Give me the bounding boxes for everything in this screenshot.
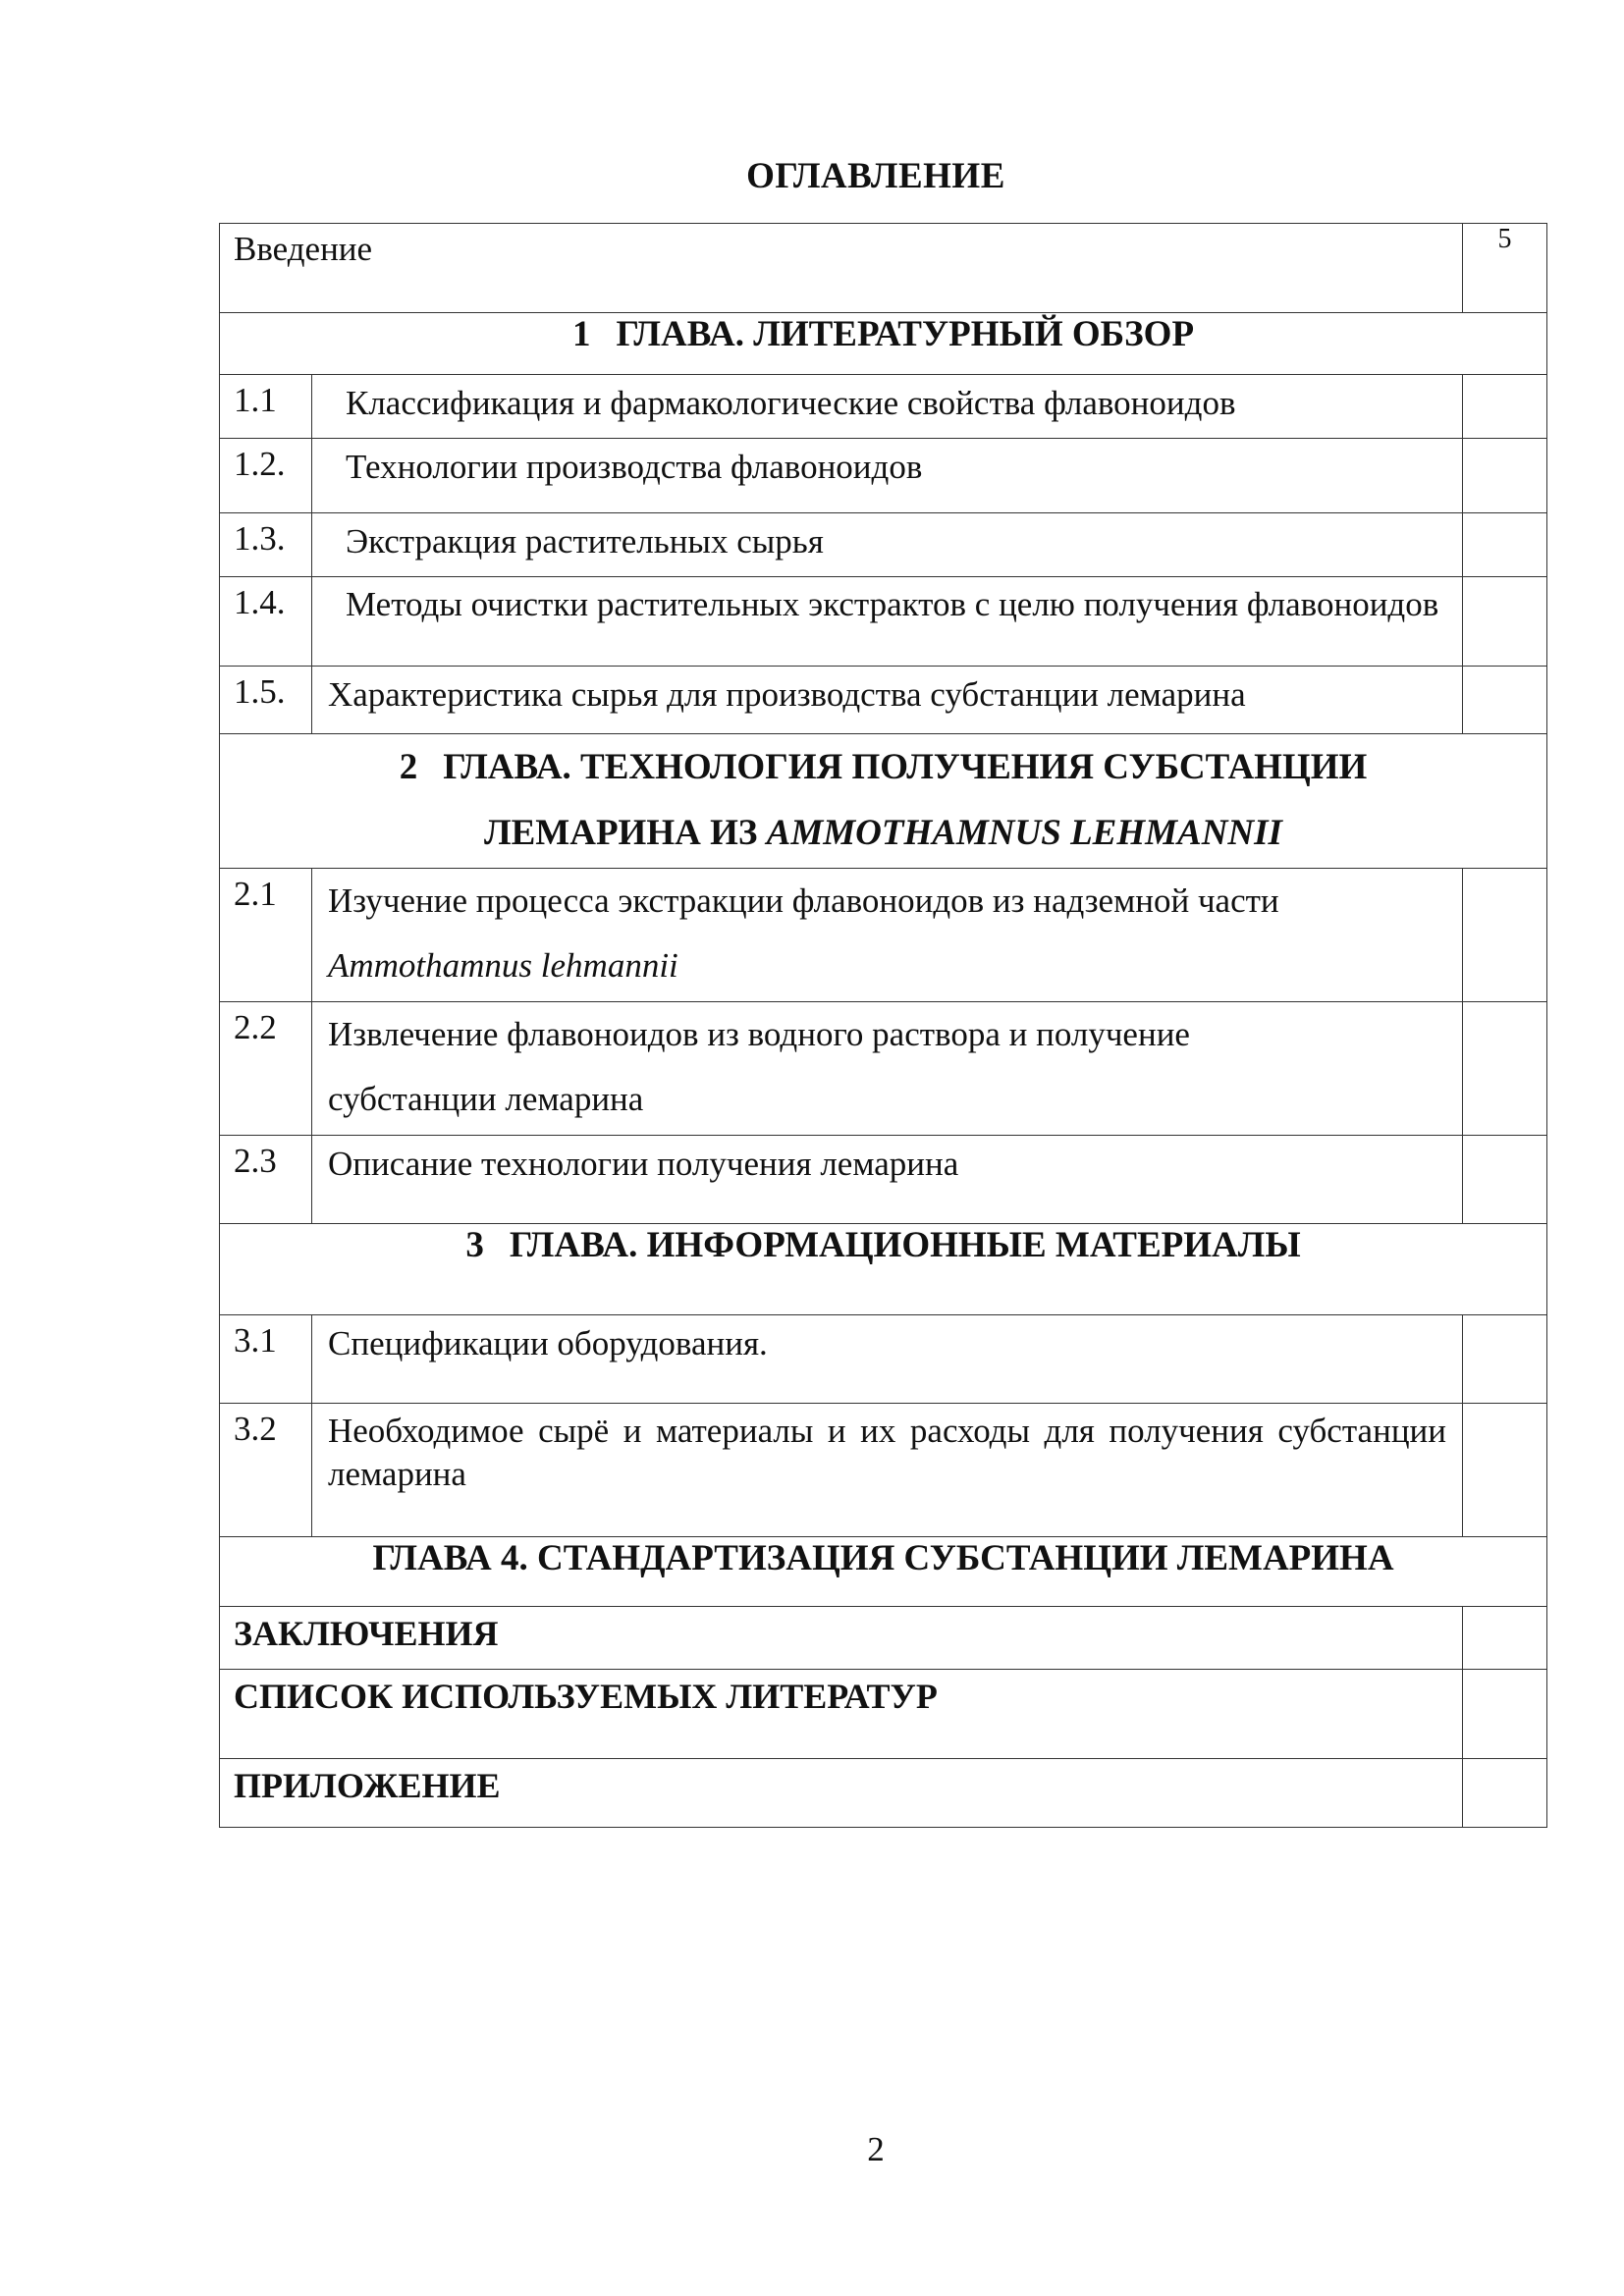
toc-text-species: Ammothamnus lehmannii (328, 946, 678, 985)
toc-text-cell (312, 869, 1463, 1002)
toc-page-cell (1463, 1315, 1547, 1404)
chapter-title-species: AMMOTHAMNUS LEHMANNII (766, 813, 1282, 853)
toc-chapter-2-heading (220, 734, 1547, 869)
toc-text (312, 1002, 1462, 1132)
toc-text: Методы очистки растительных экстрактов с целю получения флавоноидов (346, 585, 1439, 623)
toc-text-cell (312, 439, 1463, 513)
toc-text: Описание технологии получения лемарина (328, 1145, 959, 1183)
toc-row (220, 513, 1547, 577)
toc-page-cell (1463, 1759, 1547, 1828)
chapter-heading (220, 1537, 1547, 1607)
toc-row (220, 1404, 1547, 1537)
chapter-heading (220, 313, 1547, 375)
references-label: СПИСОК ИСПОЛЬЗУЕМЫХ ЛИТЕРАТУР (234, 1677, 938, 1716)
toc-text-cell (220, 1759, 1463, 1828)
toc-page-cell (1463, 513, 1547, 577)
toc-row-intro (220, 224, 1547, 313)
toc-text: Характеристика сырья для производства субстанции лемарина (328, 675, 1246, 714)
chapter-number: 3 (465, 1225, 484, 1265)
toc-num-cell (220, 513, 312, 577)
toc-number: 1.2. (234, 445, 286, 483)
toc-page-cell (1463, 869, 1547, 1002)
toc-text: Классификация и фармакологические свойства флавоноидов (346, 384, 1236, 422)
toc-num-cell (220, 1404, 312, 1537)
toc-chapter-3-heading (220, 1224, 1547, 1315)
toc-text-line: Извлечение флавоноидов из водного раствора и получение (328, 1015, 1190, 1053)
toc-page-cell (1463, 375, 1547, 439)
toc-text (312, 869, 1462, 998)
toc-row (220, 869, 1547, 1002)
toc-text: Необходимое сырё и материалы и их расходы для получения субстанции лемарина (328, 1412, 1447, 1493)
toc-row (220, 1315, 1547, 1404)
toc-number: 1.1 (234, 381, 277, 419)
table-of-contents (219, 223, 1547, 1828)
toc-number: 1.5. (234, 672, 286, 711)
toc-page-cell (1463, 1404, 1547, 1537)
toc-number: 3.1 (234, 1321, 277, 1360)
toc-row (220, 375, 1547, 439)
toc-row-references (220, 1670, 1547, 1759)
toc-entry-text (220, 224, 1463, 313)
chapter-heading-line-1 (220, 734, 1546, 800)
toc-number: 2.2 (234, 1008, 277, 1046)
toc-num-cell (220, 869, 312, 1002)
chapter-heading-line-2 (220, 800, 1546, 866)
chapter-title-continued: ЛЕМАРИНА ИЗ (484, 813, 767, 853)
toc-text-cell (312, 1136, 1463, 1224)
chapter-number: 2 (399, 747, 418, 787)
toc-text-cell (312, 375, 1463, 439)
toc-text-cell (312, 1315, 1463, 1404)
toc-text-cell (312, 513, 1463, 577)
toc-page-cell (1463, 1002, 1547, 1136)
toc-page-cell (1463, 1670, 1547, 1759)
toc-row (220, 577, 1547, 667)
toc-text: Спецификации оборудования. (328, 1324, 768, 1362)
conclusions-label: ЗАКЛЮЧЕНИЯ (234, 1614, 499, 1653)
toc-number: 1.3. (234, 519, 286, 558)
toc-text-line: субстанции лемарина (328, 1080, 644, 1118)
toc-page-cell (1463, 439, 1547, 513)
toc-num-cell (220, 667, 312, 734)
intro-label: Введение (234, 230, 373, 268)
chapter-title: ГЛАВА. ТЕХНОЛОГИЯ ПОЛУЧЕНИЯ СУБСТАНЦИИ (443, 747, 1368, 787)
toc-text: Экстракция растительных сырья (346, 522, 824, 561)
toc-num-cell (220, 1136, 312, 1224)
toc-num-cell (220, 439, 312, 513)
appendix-label: ПРИЛОЖЕНИЕ (234, 1766, 501, 1805)
chapter-title: ГЛАВА. ЛИТЕРАТУРНЫЙ ОБЗОР (616, 314, 1195, 354)
toc-text-cell (312, 667, 1463, 734)
toc-num-cell (220, 375, 312, 439)
toc-text-cell (312, 1404, 1463, 1537)
chapter-title: ГЛАВА 4. СТАНДАРТИЗАЦИЯ СУБСТАНЦИИ ЛЕМАРИНА (372, 1538, 1394, 1578)
toc-number: 3.2 (234, 1410, 277, 1448)
toc-num-cell (220, 577, 312, 667)
toc-page-cell (1463, 667, 1547, 734)
chapter-number: 1 (571, 314, 591, 354)
toc-text-cell (312, 1002, 1463, 1136)
toc-row (220, 1002, 1547, 1136)
toc-text-cell (220, 1607, 1463, 1670)
intro-page: 5 (1463, 224, 1547, 313)
page-title: ОГЛАВЛЕНИЕ (746, 156, 1005, 196)
chapter-heading (220, 734, 1547, 869)
toc-page-cell (1463, 1607, 1547, 1670)
toc-row (220, 667, 1547, 734)
toc-row (220, 439, 1547, 513)
toc-chapter-1-heading (220, 313, 1547, 375)
toc-row-conclusions (220, 1607, 1547, 1670)
toc-text-cell (220, 1670, 1463, 1759)
toc-row (220, 1136, 1547, 1224)
toc-number: 2.3 (234, 1142, 277, 1180)
toc-number: 1.4. (234, 583, 286, 621)
toc-page-cell (1463, 1136, 1547, 1224)
toc-number: 2.1 (234, 875, 277, 913)
toc-row-appendix (220, 1759, 1547, 1828)
toc-text-cell (312, 577, 1463, 667)
chapter-title: ГЛАВА. ИНФОРМАЦИОННЫЕ МАТЕРИАЛЫ (509, 1225, 1301, 1265)
toc-page-cell (1463, 577, 1547, 667)
page-number: 2 (867, 2130, 885, 2168)
toc-num-cell (220, 1002, 312, 1136)
toc-text: Технологии производства флавоноидов (346, 448, 923, 486)
chapter-heading (220, 1224, 1547, 1315)
toc-num-cell (220, 1315, 312, 1404)
toc-chapter-4-heading (220, 1537, 1547, 1607)
toc-text-line: Изучение процесса экстракции флавоноидов из надземной части (328, 881, 1279, 920)
